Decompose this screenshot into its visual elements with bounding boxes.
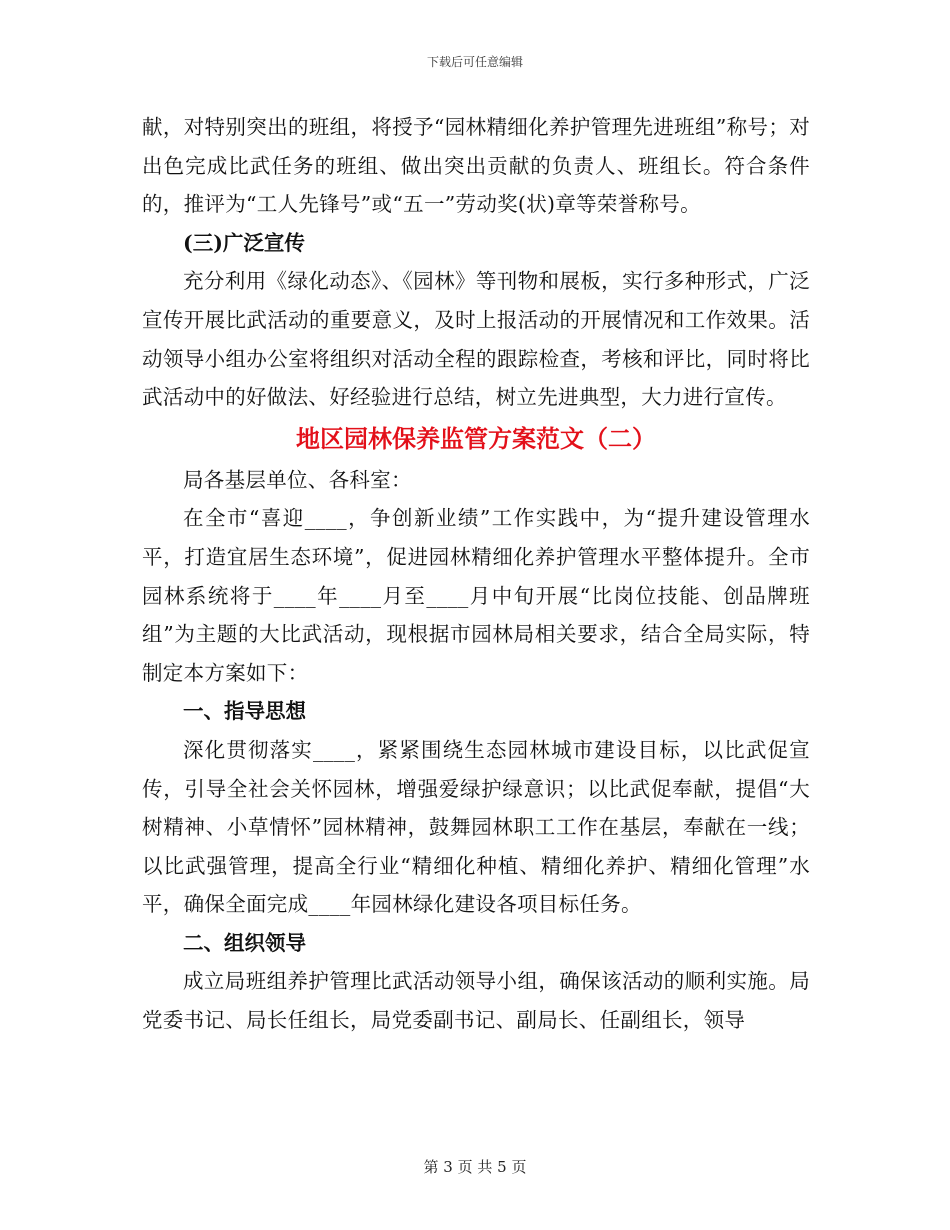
paragraph-salutation: 局各基层单位、各科室： [183, 467, 412, 492]
paragraph-publicity: 充分利用《绿化动态》、《园林》等刊物和展板，实行多种形式，广泛宣传开展比武活动的重要意义，及时上报活动的开展情况和工作效果。活动领导小组办公室将组织对活动全程的跟踪检查，考核和评比，同时将比武活动中的好做法、好经验进行总结，树立先进典型，大力进行宣传。 [142, 269, 810, 410]
document-title: 地区园林保养监管方案范文（二） [296, 423, 656, 453]
paragraph-awards-continued: 献，对特别突出的班组，将授予“园林精细化养护管理先进班组”称号；对出色完成比武任务的班组、做出突出贡献的负责人、班组长。符合条件的，推评为“工人先锋号”或“五一”劳动奖(状)章等荣誉称号。 [142, 115, 810, 217]
paragraph-guiding-ideology: 深化贯彻落实____，紧紧围绕生态园林城市建设目标，以比武促宣传，引导全社会关怀园林，增强爱绿护绿意识；以比武促奉献，提倡“大树精神、小草情怀”园林精神，鼓舞园林职工工作在基层，奉献在一线；以比武强管理，提高全行业“精细化种植、精细化养护、精细化管理”水平，确保全面完成____年园林绿化建设各项目标任务。 [142, 737, 810, 917]
section-heading-organization: 二、组织领导 [183, 930, 306, 955]
section-heading-guiding-ideology: 一、指导思想 [183, 699, 306, 724]
document-body [142, 108, 810, 1040]
section-heading-publicity: (三)广泛宣传 [183, 230, 305, 255]
paragraph-intro: 在全市“喜迎____，争创新业绩”工作实践中，为“提升建设管理水平，打造宜居生态环境”，促进园林精细化养护管理水平整体提升。全市园林系统将于____年____月至____月中旬开展“比岗位技能、创品牌班组”为主题的大比武活动，现根据市园林局相关要求，结合全局实际，特制定本方案如下： [142, 506, 810, 685]
paragraph-organization: 成立局班组养护管理比武活动领导小组，确保该活动的顺利实施。局党委书记、局长任组长，局党委副书记、副局长、任副组长，领导 [142, 969, 810, 1033]
page-header: 下载后可任意编辑 [426, 55, 523, 69]
page-number: 第 3 页 共 5 页 [423, 1158, 527, 1176]
